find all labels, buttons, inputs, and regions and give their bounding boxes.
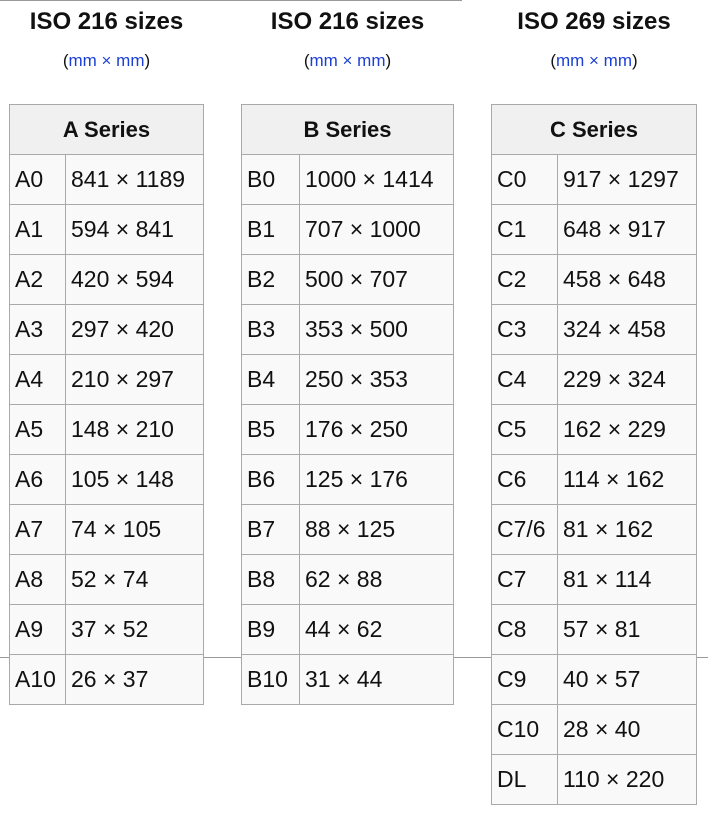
table-row [242,455,454,505]
table-row [10,155,204,205]
size-name: A6 [10,455,66,505]
size-name: C3 [492,305,558,355]
size-name: A8 [10,555,66,605]
size-name: B10 [242,655,300,705]
table-row [10,305,204,355]
table-row [242,305,454,355]
size-dimensions: 420 × 594 [66,255,204,305]
units-link[interactable]: mm × mm [68,51,145,70]
size-dimensions: 37 × 52 [66,605,204,655]
size-name: C6 [492,455,558,505]
series-header: A Series [10,105,204,155]
size-dimensions: 707 × 1000 [300,205,454,255]
size-dimensions: 110 × 220 [558,755,697,805]
table-row [242,355,454,405]
table-row [242,555,454,605]
size-name: C9 [492,655,558,705]
size-dimensions: 148 × 210 [66,405,204,455]
size-name: C5 [492,405,558,455]
units-link[interactable]: mm × mm [309,51,386,70]
size-dimensions: 81 × 162 [558,505,697,555]
table-row [242,605,454,655]
table-row [10,655,204,705]
size-dimensions: 81 × 114 [558,555,697,605]
units-link[interactable]: mm × mm [555,51,633,70]
table-row [242,505,454,555]
table-header-row [492,105,697,155]
table-row [242,655,454,705]
series-header: B Series [242,105,454,155]
size-name: C8 [492,605,558,655]
size-dimensions: 324 × 458 [558,305,697,355]
size-name: C7/6 [492,505,558,555]
table-row [492,755,697,805]
series-header: C Series [492,105,697,155]
size-dimensions: 500 × 707 [300,255,454,305]
size-name: A7 [10,505,66,555]
size-name: A9 [10,605,66,655]
standard-heading: ISO 269 sizes [517,8,671,35]
table-row [492,655,697,705]
table-row [10,405,204,455]
table-row [492,605,697,655]
size-dimensions: 88 × 125 [300,505,454,555]
table-row [10,555,204,605]
size-dimensions: 57 × 81 [558,605,697,655]
size-dimensions: 26 × 37 [66,655,204,705]
size-name: B6 [242,455,300,505]
size-dimensions: 210 × 297 [66,355,204,405]
table-row [492,705,697,755]
table-header-row [10,105,204,155]
table-row [10,505,204,555]
table-row [492,455,697,505]
table-row [492,255,697,305]
size-name: C1 [492,205,558,255]
size-name: A5 [10,405,66,455]
size-name: C4 [492,355,558,405]
table-row [10,255,204,305]
table-row [492,505,697,555]
size-dimensions: 125 × 176 [300,455,454,505]
size-dimensions: 353 × 500 [300,305,454,355]
size-name: B8 [242,555,300,605]
top-divider [0,0,462,1]
size-dimensions: 176 × 250 [300,405,454,455]
size-dimensions: 44 × 62 [300,605,454,655]
size-dimensions: 28 × 40 [558,705,697,755]
c-series-table [491,104,697,805]
table-row [10,455,204,505]
size-dimensions: 250 × 353 [300,355,454,405]
size-name: B2 [242,255,300,305]
table-row [492,555,697,605]
size-dimensions: 841 × 1189 [66,155,204,205]
size-dimensions: 648 × 917 [558,205,697,255]
size-dimensions: 162 × 229 [558,405,697,455]
size-dimensions: 40 × 57 [558,655,697,705]
table-row [492,155,697,205]
size-dimensions: 114 × 162 [558,455,697,505]
table-header-row [242,105,454,155]
standard-heading: ISO 216 sizes [29,8,184,35]
table-row [242,255,454,305]
size-name: C7 [492,555,558,605]
size-name: B0 [242,155,300,205]
b-series-table [241,104,454,705]
size-name: B9 [242,605,300,655]
size-dimensions: 229 × 324 [558,355,697,405]
a-series-table [9,104,204,705]
size-name: C0 [492,155,558,205]
size-name: A2 [10,255,66,305]
table-row [492,405,697,455]
size-name: A0 [10,155,66,205]
size-dimensions: 917 × 1297 [558,155,697,205]
size-dimensions: 31 × 44 [300,655,454,705]
table-row [492,355,697,405]
table-row [242,205,454,255]
size-dimensions: 62 × 88 [300,555,454,605]
size-dimensions: 594 × 841 [66,205,204,255]
size-name: B3 [242,305,300,355]
size-name: C2 [492,255,558,305]
table-row [242,405,454,455]
size-name: B5 [242,405,300,455]
units-label: (mm × mm) [303,51,392,70]
size-dimensions: 458 × 648 [558,255,697,305]
size-dimensions: 74 × 105 [66,505,204,555]
table-row [10,205,204,255]
size-name: B1 [242,205,300,255]
size-dimensions: 1000 × 1414 [300,155,454,205]
size-dimensions: 297 × 420 [66,305,204,355]
units-label: (mm × mm) [62,51,151,70]
size-dimensions: 105 × 148 [66,455,204,505]
table-row [492,205,697,255]
size-name: B4 [242,355,300,405]
size-name: A3 [10,305,66,355]
size-name: B7 [242,505,300,555]
standard-heading: ISO 216 sizes [270,8,425,35]
size-name: A1 [10,205,66,255]
size-name: C10 [492,705,558,755]
size-dimensions: 52 × 74 [66,555,204,605]
size-name: A10 [10,655,66,705]
table-row [10,355,204,405]
size-name: A4 [10,355,66,405]
table-row [492,305,697,355]
table-row [10,605,204,655]
table-row [242,155,454,205]
size-name: DL [492,755,558,805]
units-label: (mm × mm) [550,51,638,70]
